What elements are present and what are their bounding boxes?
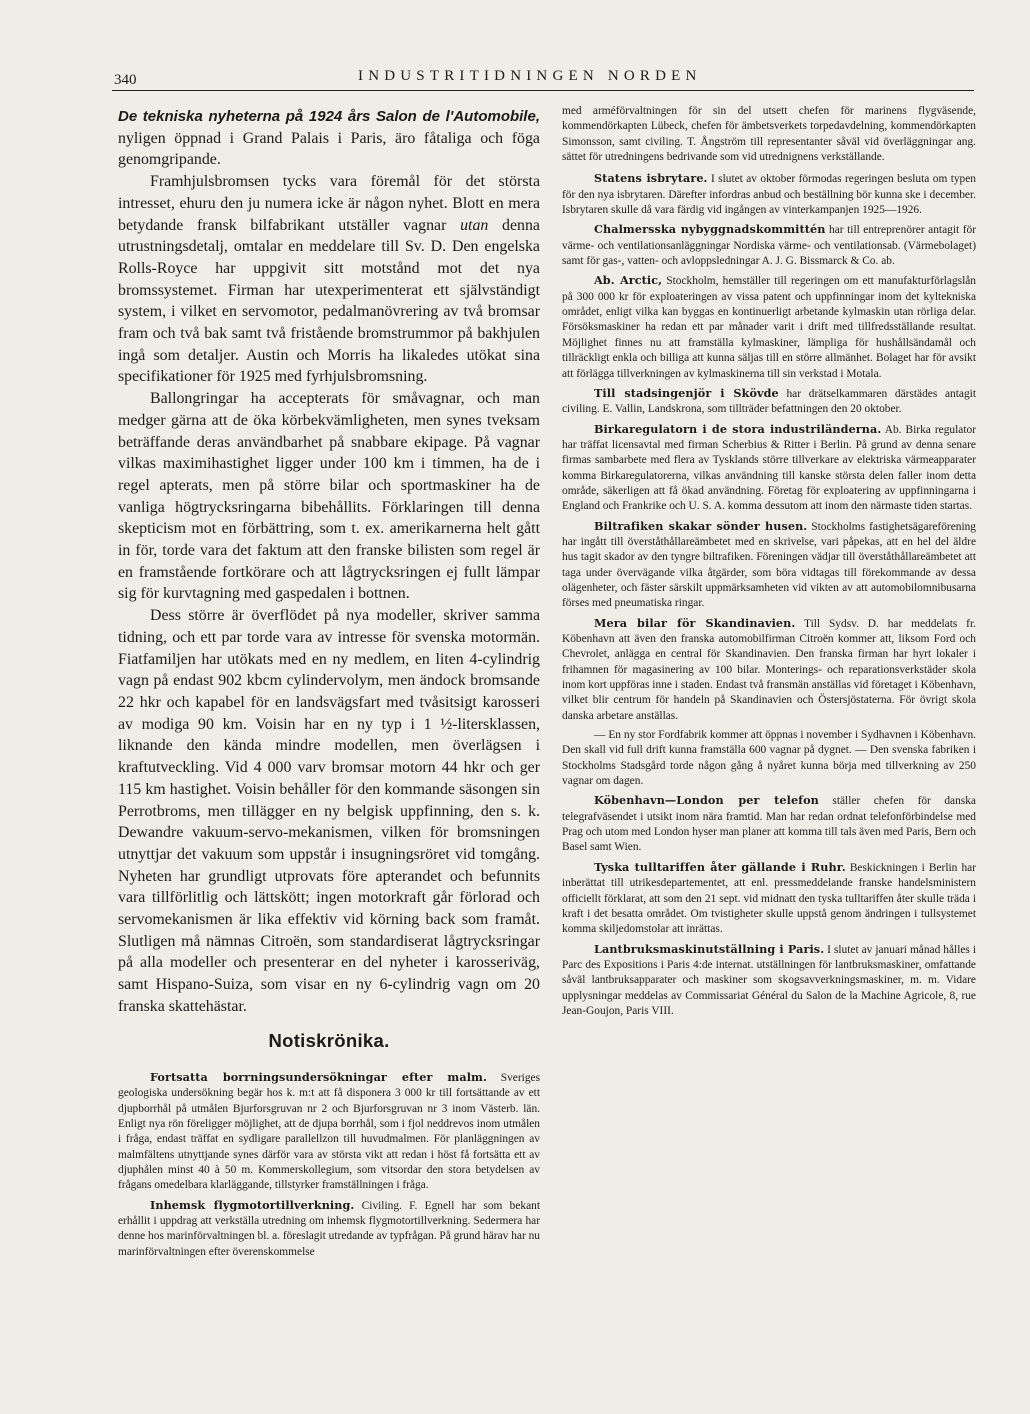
left-notices — [118, 1070, 540, 1264]
article-lead-rest: nyligen öppnad i Grand Palais i Paris, äro fåtaliga och föga genomgripande. — [118, 129, 540, 169]
notice-item — [118, 1070, 540, 1194]
notice-heading: Mera bilar för Skandinavien. — [594, 615, 796, 630]
article-emphasis: utan — [460, 216, 489, 234]
notice-item — [562, 273, 976, 381]
notice-text: Beskickningen i Berlin har inberättat till utrikesdepartementet, att enl. pressmeddelande franske handelsministern officiellt förklarat, att som den 21 sept. vid midnatt den tyska tulltariffen åter skulle träda i kraft i det besatta området. Om tvistigheter skulle uppstå genom ändringen i tullsystemet komma skiljedomstolar att inrättas. — [562, 861, 976, 936]
notice-item — [562, 616, 976, 724]
notice-text: Till Sydsv. D. har meddelats fr. Köbenhavn att även den franska automobilfirman Citroën kommer att, liksom Ford och Chevrolet, anlägga en central för Skandinavien. Den franska firman har hyrt lokaler i frihamnen för magasinering av 100 bilar. Monterings- och reparationsverkstäder skola inom kort uppföras inne i staden. Endast två fransmän anställas vid företaget i Köbenhavn, vilket blir centrum för handeln på Skandinavien och Östersjöstaterna. För övrigt skola danska arbetare anställas. — [562, 617, 976, 722]
notice-text: har drätselkammaren därstädes antagit civiling. E. Vallin, Landskrona, som tillträder befattningen den 20 oktober. — [562, 387, 976, 416]
notice-text: Stockholms fastighetsägareförening har ingått till överståthållareämbetet med en skrivelse, vari påpekas, att en hel del äldre hus tagit skador av den tyngre biltrafiken. Föreningen vädjar till överståthållareämbetet att taga under övervägande vilka åtgärder, som böra vidtagas till förekommande av dessa olägenheter, och fäster särskilt uppmärksamheten vid vikten av att automobilomnibusarna förses med pneumatiska ringar. — [562, 520, 977, 610]
notice-text: har till entreprenörer antagit för värme- och ventilationsanläggningar Nordiska värme- och ventilationsab. (Värmebolaget) samt för gas-, vatten- och avloppsledningar A. J. G. Bissmarck & Co. ab. — [562, 224, 976, 268]
notice-text: ställer chefen för danska telegrafväsendet i utsikt inom nära framtid. Man har redan ordnat telefonförbindelse med Prag och utom med London hyser man planer att komma till tals även med Paris, Bern och Basel samt Wien. — [562, 795, 976, 854]
notice-text: Civiling. F. Egnell har som bekant erhållit i uppdrag att verkställa utredning om inhemsk flygmotortillverkning. Sedermera har denne hos marinförvaltningen bl. a. föreslagit utredande av typfrågan. På grund härav har nu marinförvaltningen efter överenskommelse — [118, 1199, 540, 1258]
notice-heading: Köbenhavn—London per telefon — [594, 793, 819, 808]
notice-item — [562, 222, 976, 269]
article-lead: De tekniska nyheterna på 1924 års Salon de l'Automobile, — [118, 108, 540, 125]
notice-item — [562, 793, 976, 855]
right-column — [562, 104, 976, 1023]
article-text: Framhjulsbromsen tycks vara föremål för det största intresset, ehuru den ju numera icke är någon nyhet. Blott en mera betydande fransk bilfabrikant utställer vagnar — [118, 173, 540, 234]
notice-item — [562, 860, 976, 938]
notice-item — [562, 422, 976, 515]
notice-item — [562, 386, 976, 418]
page-number: 340 — [114, 72, 137, 88]
header-rule — [112, 90, 974, 91]
notice-text: I slutet av oktober förmodas regeringen besluta om typen för den nya isbrytaren. Därefter infordras anbud och beställning bör kunna ske i december. Isbrytaren skulle då vara färdig vid ingången av vinterkampanjen 1925—1926. — [562, 173, 977, 217]
notice-heading: Inhemsk flygmotortillverkning. — [150, 1197, 355, 1212]
notice-text: — En ny stor Fordfabrik kommer att öppnas i november i Sydhavnen i Köbenhavn. Den skall vid full drift kunna framställa 600 vagnar på dygnet. — Den svenska fabriken i Stockholms Stadsgård torde någon gång å nyåret kunna börja med tillverkning av 250 vagnar om dagen. — [562, 729, 976, 788]
left-column — [118, 106, 540, 1018]
notice-heading: Birkaregulatorn i de stora industriländerna. — [594, 421, 882, 436]
notice-text: Sveriges geologiska undersökning begär hos k. m:t att få disponera 3 000 kr till fortsättande av ett djupborrhål på utmålen Bjurforsgruvan nr 2 och Bjurforsgruvan nr 3 inom Västerb. län. Enligt nya rön föreligger möjlighet, att de djupa borrhål, som i fjol neddrevos inom utmålen i fråga, endast träffat en sydligare parallellzon till huvudmalmen. För planläggningen av malmfältens utnyttjande synes därför vara av största vikt att redan i höst få fortsätta ett av djuphålen minst 40 à 50 m. Kommerskollegium, som vitsordar den stora betydelsen av frågans omedelbara klarläggande, tillstyrker framställningen i fråga. — [118, 1072, 540, 1192]
page-header — [112, 64, 974, 94]
notice-item — [562, 519, 976, 612]
notice-heading: Tyska tulltariffen åter gällande i Ruhr. — [594, 859, 846, 874]
notice-item — [562, 171, 976, 218]
notice-item — [562, 942, 976, 1020]
article-paragraph — [118, 106, 540, 171]
notice-heading: Biltrafiken skakar sönder husen. — [594, 518, 808, 533]
notice-text: Ab. Birka regulator har träffat licensavtal med firman Scherbius & Ritter i Berlin. På grund av denna senare firmas sambarbete med flera av Tysklands större tillverkare av elektriska värmeapparater komma Birkaregulatorerna, vilkas användning till kanske största delen faller inom detta område, säkerligen att få ökad användning. Företag för exploatering av uppfinningarna i England och Frankrike och U. S. A. komma dessutom att inom den närmaste tiden startas. — [562, 423, 976, 513]
article-paragraph: Ballongringar ha accepterats för småvagnar, och man medger gärna att de öka körbekvämligheten, men synes tveksam beträffande deras användbarhet på snabbare ekipage. På vagnar vilkas maximihastighet ligger under 100 km i timmen, ha de i regel apterats, men på större bilar och sportmaskiner ha de vanliga högtrycksringarna bibehållits. Förklaringen till denna skepticism mot en förbättring, som t. ex. amerikarnerna helt gått in för, torde vara det faktum att den franske bilisten som regel är en framstående fortkörare och att lågtrycksringen ej fullt lämpar sig för kurvtagning med gaspedalen i bottnen. — [118, 390, 540, 603]
notice-heading: Statens isbrytare. — [594, 171, 708, 186]
notice-heading: Lantbruksmaskinutställning i Paris. — [594, 941, 825, 956]
article-paragraph — [118, 171, 540, 388]
running-title: INDUSTRITIDNINGEN NORDEN — [358, 68, 702, 84]
article-paragraph: Dess större är överflödet på nya modeller, skriver samma tidning, och ett par torde vara av intresse för svenska motormän. Fiatfamiljen har utökats med en ny medlem, en liten 4-cylindrig vagn på endast 902 kbcm cylindervolym, men ändock bromsande 22 hkr och kapabel för en landsvägsfart med tvåsitsigt karosseri av modiga 90 km. Voisin har en ny typ i 1 ½-litersklassen, liknande den kända mindre modellen, men överlägsen i kraftutveckling. Vid 4 000 varv bromsar motorn 44 hkr och ger 115 km hastighet. Voisin behåller för den kommande säsongen sin Perrotbroms, men tillägger en ny belgisk uppfinning, den s. k. Dewandre vakuum-servo-mekanismen, vilken för bromsningen utnyttjar det vakuum som uppstår i insugningsröret vid tomgång. Nyheten har grundligt utprovats före apterandet och befunnits vara tillförlitlig och lättskött; ingen motorkraft går förlorad och servomekanismen är lika effektiv vid körning back som framåt. Slutligen må nämnas Citroën, som standardiserat lågtrycksringar på alla modeller och presenterar en del nyheter i karosseriväg, samt Hispano-Suiza, som visar en ny 6-cylindrig vagn om 20 franska skattehästar. — [118, 607, 540, 1015]
section-heading: Notiskrönika. — [268, 1030, 390, 1051]
notice-text: I slutet av januari månad hålles i Parc des Expositions i Paris 4:de internat. utställningen för lantbruksmaskiner, omfattande såväl lantbruksapparater och maskiner som skogsavverkningsmaskiner, m. m. Vidare upplysningar meddelas av Commissariat Général du Salon de la Machine Agricole, 8, rue Jean-Goujon, Paris VIII. — [562, 943, 976, 1017]
notice-heading: Fortsatta borrningsundersökningar efter malm. — [150, 1070, 487, 1084]
notice-item — [118, 1198, 540, 1260]
notice-heading: Chalmersska nybyggnadskommittén — [594, 222, 826, 237]
continued-notice: med arméförvaltningen för sin del utsett chefen för marinens flygväsende, kommendörkapten Lübeck, chefen för ämbetsverkets torpedavdelning, kommendörkapten Simonsson, samt civiling. T. Ångström till representanter såväl vid överläggningar ang. sättet för utredningens bedrivande som vid utrednignens verkställande. — [562, 105, 976, 164]
notice-item — [562, 728, 976, 789]
article-text: denna utrustningsdetalj, omtalar en meddelare till Sv. D. Den engelska Rolls-Royce har uppgivit sitt motstånd mot det nya bromssystemet. Firman har utexperimenterat ett självständigt system, i vilket en servomotor, pedalmanövrering av två bromsar fram och två bak samt två fristående bromstrummor på bakhjulen ingå som detaljer. Austin och Morris ha likaledes utökat sina specifikationer för 1925 med fyrhjulsbromsning. — [118, 216, 540, 386]
notice-text: Stockholm, hemställer till regeringen om ett manufakturförlagslån på 300 000 kr för exploateringen av vissa patent och uppfinningar inom det kyltekniska området, enligt vilka kan byggas en kontinuerligt arbetande kylmaskin utan rörliga delar. Försöksmaskiner ha redan ett par månader varit i drift med tillfredsställande resultat. Möjlighet finnes nu att framställa kylmaskiner, lämpliga för hushållsändamål och tillräckligt enkla och billiga att kunna säljas till en större allmänhet. Bolaget har för avsikt att förlägga tillverkningen av kylmaskinerna till sin verkstad i Motala. — [562, 275, 977, 380]
salon-article — [118, 106, 540, 1018]
notice-heading: Ab. Arctic, — [594, 273, 663, 288]
notice-heading: Till stadsingenjör i Skövde — [594, 385, 779, 400]
